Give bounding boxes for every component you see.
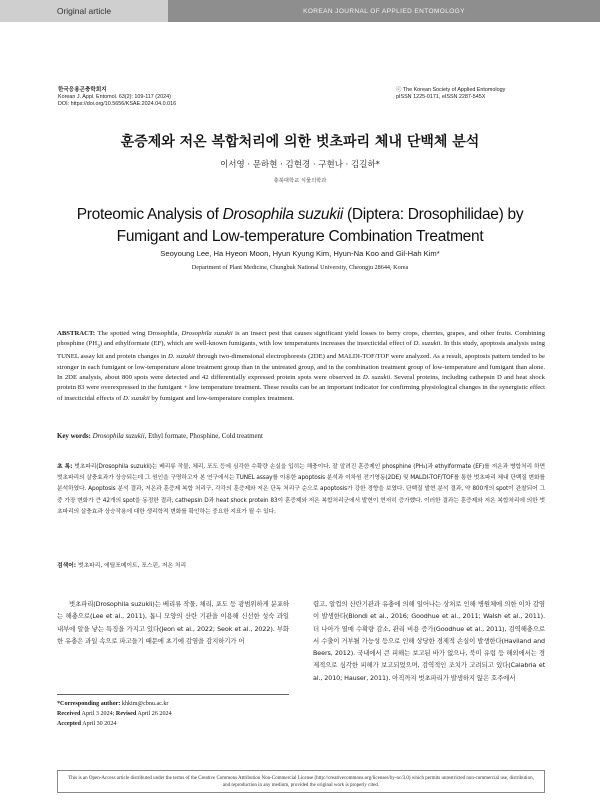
issn-line: pISSN 1225-0171, eISSN 2287-545X	[396, 94, 486, 100]
abstract-text: through two-dimensional electrophoresis (2DE) and MALDI-TOF/TOF were analyzed. As a result, apoptosis pattern tended to be stronger in each fumigant or low-temperature alone treatment group than in the untreated group, and in the combination treatment group of low-temperature and fumigant than alone. In 2DE analysis, about 800 spots were detected and 42 differentially expressed protein spots were observed in	[57, 353, 545, 381]
keywords-korean-label: 검색어:	[57, 563, 77, 569]
title-english-line2: Fumigant and Low-temperature Combination Treatment	[116, 228, 484, 245]
license-notice: This is an Open-Access article distributed under the terms of the Creative Commons Attribution Non-Commercial License (http://creativecommons.org/licenses/by-nc/3.0) which permits unrestricted non-commercial use, distribution, and reproduction in any medium, provided the original work is properly cited.	[57, 770, 545, 793]
affiliation-korean: 충북대학교 식물의학과	[273, 178, 327, 184]
abstract-text: ) and ethylformate (EF), which are well-known fumigants, with low temperatures increases the insecticidal effect of	[99, 340, 414, 348]
abstract-english	[57, 329, 545, 404]
journal-info	[58, 87, 176, 108]
corresponding-label: *Corresponding author:	[57, 701, 121, 707]
revised-date: April 26 2024	[136, 711, 172, 717]
copyright-line: ⓒ The Korean Society of Applied Entomology	[396, 87, 506, 93]
abstract-text: . Several proteins, including cathepsin D and heat shock protein 83 were overexpressed in the fumigant + low temperature treatment. These results can be an important indicator for confirming physiological changes in the synergistic effect of insecticidal effects of	[57, 373, 546, 402]
title-english-part1: Proteomic Analysis of	[76, 206, 223, 223]
keywords-english	[57, 433, 545, 440]
abstract-korean	[57, 462, 545, 518]
journal-doi[interactable]: DOI: https://doi.org/10.5656/KSAE.2024.04.0.016	[58, 101, 177, 107]
keywords-label: Key words:	[57, 433, 91, 440]
header-bar	[0, 0, 600, 22]
keywords-rest: , Ethyl formate, Phosphine, Cold treatment	[144, 433, 263, 440]
title-korean: 훈증제와 저온 복합처리에 의한 벗초파리 체내 단백체 분석	[120, 134, 480, 150]
received-date: April 3 2024;	[80, 711, 116, 717]
journal-banner: KOREAN JOURNAL OF APPLIED ENTOMOLOGY	[168, 0, 600, 22]
abstract-text: is an insect pest that causes significant yield losses to berry crops, cherries, grapes, and other fruits. Combining phosphine (PH	[57, 330, 545, 348]
abstract-korean-text: 벗초파리(Drosophila suzukii)는 베리류 작물, 체리, 포도 등에 심각한 수확량 손실을 입히는 해충이다. 잘 알려진 훈증제인 phosphine (PH₃)과 ethylformate (EF)를 저온과 병합처리 하면 벗초파리의 살충효과가 상승되는데 그 원인을 구명하고자 본 연구에서는 TUNEL assay를 이용한 apoptosis 분석과 이차원 전기영동(2DE) 및 MALDI-TOF/TOF를 통한 벗초파리 체내 단백질 변화를 분석하였다. Apoptosis 분석 결과, 저온과 훈증제 복합 처리구, 각각의 훈증제와 저온 단독 처리구 순으로 apoptosis가 강한 경향을 보였다. 단백질 발현 분석 결과, 약 800개의 spot이 관찰되어 그 중 가장 변화가 큰 42개의 spot을 동정한 결과, cathepsin D과 heat shock protein 83이 훈증제와 저온 복합처리군에서 발현이 현저히 증가했다. 이러한 결과는 훈증제와 저온 복합처리에 의한 벗초파리의 살충효과 상승작용에 대한 생리학적 변화를 확인하는 중요한 지표가 될 수 있다.	[57, 464, 545, 515]
received-revised-dates	[57, 709, 297, 719]
accepted-date: April 30 2024	[81, 721, 117, 727]
abstract-text: The spotted wing Drosophila,	[95, 330, 182, 337]
abstract-subscript: 3	[97, 343, 100, 350]
abstract-species: D. suzukii	[362, 373, 391, 381]
title-english-part2: (Diptera: Drosophilidae) by	[343, 206, 524, 223]
footnote-divider	[57, 694, 289, 695]
corresponding-email[interactable]: khkim@cbnu.ac.kr	[120, 701, 169, 707]
abstract-korean-label: 초 록:	[57, 464, 73, 470]
keywords-korean-text: 벗초파리, 에틸포메이트, 포스핀, 저온 처리	[76, 563, 187, 569]
title-english-species: Drosophila suzukii	[222, 206, 343, 223]
journal-name-ko: 한국응용곤충학회지	[58, 87, 107, 93]
keywords-korean	[57, 560, 545, 569]
copyright-block	[396, 87, 544, 101]
abstract-text: . In this study, apoptosis analysis using TUNEL assay kit and protein changes in	[57, 340, 546, 361]
body-column-right: 렵고, 알껍의 산란기관과 유충에 의해 일어나는 상처로 인해 병원체에 의한 이차 감염이 발생한다(Biondi et al., 2016; Goodhue et al., 2011; Walsh et al., 2011). 더 나아가 열매 수확량 감소, 관리 비용 증가(Goodhue et al., 2011), 검역해충으로서 수출이 거부될 가능성 등으로 인해 상당한 경제적 손실이 발생한다(Haviland and Beers, 2012). 국내에서 큰 피해는 보고된 바가 없으나, 북미 유럽 등 해외에서는 경제적으로 심각한 피해가 보고되었으며, 검역적인 조치가 고려되고 있다(Calabria et al., 2010; Hauser, 2011). 아직까지 벗초파리가 발생하지 않은 호주에서	[313, 600, 545, 682]
abstract-text: by fumigant and low-temperature complex treatment.	[149, 394, 295, 402]
body-column-left: 벗초파리(Drosophila suzukii)는 베리류 작물, 체리, 포도 등 광범위하게 분포하는 해충으로(Lee et al., 2011), 톱니 모양의 산란 기관을 이용해 신선한 성숙 과일 내부에 알을 낳는 특징을 가지고 있다(Jeon et al., 2022; Seok et al., 2022). 부화한 유충은 과일 속으로 파고들기 때문에 초기에 감염을 감지하기가 어	[57, 600, 289, 645]
abstract-species: D. suzukii	[122, 394, 150, 402]
abstract-label: ABSTRACT:	[57, 330, 96, 337]
journal-citation: Korean J. Appl. Entomol. 63(2): 109-117 (2024)	[58, 94, 171, 100]
accepted-date-line	[57, 719, 297, 729]
abstract-species: D. suzukii	[413, 340, 441, 348]
authors-korean: 이서영 · 문하현 · 김현경 · 구현나 · 김길하*	[220, 160, 380, 170]
affiliation-english: Department of Plant Medicine, Chungbuk National University, Cheongju 28644, Korea	[191, 264, 409, 271]
abstract-species: D. suzukii	[167, 353, 195, 361]
corresponding-author	[57, 699, 297, 709]
authors-english: Seoyoung Lee, Ha Hyeon Moon, Hyun Kyung Kim, Hyun-Na Koo and Gil-Hah Kim*	[160, 249, 440, 258]
received-label: Received	[57, 711, 81, 717]
keywords-species: Drosophila suzukii	[92, 433, 145, 440]
footnote	[57, 699, 297, 729]
article-type-label: Original article	[0, 0, 168, 22]
abstract-species: Drosophila suzukii	[181, 330, 233, 337]
revised-label: Revised	[115, 711, 137, 717]
title-english	[50, 204, 550, 248]
accepted-label: Accepted	[57, 721, 82, 727]
